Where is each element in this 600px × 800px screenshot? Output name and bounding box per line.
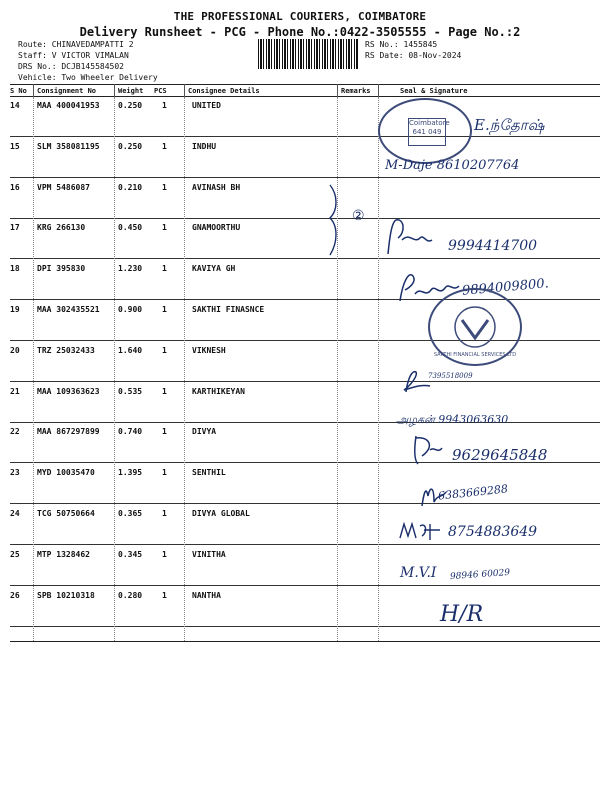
cell-pcs: 1 [162,387,167,396]
table-row [0,468,600,480]
cell-sno: 23 [10,468,20,477]
cell-consignee: NANTHA [192,591,221,600]
col-divider [114,84,115,97]
row-rule [10,381,600,382]
handwritten-phone-25: 98946 60029 [449,567,511,583]
cell-weight: 1.640 [118,346,143,355]
handwritten-phone-24: 8754883649 [448,524,538,540]
remark-circled-2: ② [352,208,365,224]
handwritten-phone-22: 9629645848 [452,446,548,464]
staff-label: Staff: V VICTOR VIMALAN [18,51,129,60]
signature-22 [408,432,448,468]
cell-consignment-no: TCG 50750664 [37,509,95,518]
cell-consignment-no: KRG 266130 [37,223,86,232]
barcode [258,39,358,69]
cell-sno: 21 [10,387,20,396]
row-rule [10,503,600,504]
column-rule [33,97,34,641]
cell-consignee: INDHU [192,142,217,151]
signature-24 [396,518,446,544]
col-header-consignee: Consignee Details [188,87,260,95]
handwritten-phone-17: 9994414700 [448,238,538,254]
cell-sno: 22 [10,427,20,436]
row-rule [10,544,600,545]
cell-pcs: 1 [162,468,167,477]
row-rule [10,585,600,586]
table-row [0,427,600,439]
cell-consignment-no: MYD 10035470 [37,468,95,477]
table-row [0,550,600,562]
cell-sno: 18 [10,264,20,273]
row-rule [10,177,600,178]
cell-consignee: VIKNESH [192,346,226,355]
table-top-rule [10,84,600,85]
cell-consignee: DIVYA [192,427,217,436]
cell-sno: 20 [10,346,20,355]
handwritten-phone-21: அழகன் 9943063630 [396,413,509,426]
cell-consignment-no: VPM 5486087 [37,183,90,192]
row-rule [10,626,600,627]
col-header-seal-signature: Seal & Signature [400,87,468,95]
cell-consignment-no: MAA 302435521 [37,305,100,314]
cell-pcs: 1 [162,101,167,110]
col-divider [378,84,379,97]
cell-consignee: KARTHIKEYAN [192,387,245,396]
col-header-weight: Weight [118,87,144,95]
table-header-rule [10,96,600,97]
cell-sno: 26 [10,591,20,600]
row-rule [10,258,600,259]
cell-consignment-no: SPB 10210318 [37,591,95,600]
stamp-pin: 641 049 [412,128,442,136]
cell-sno: 24 [10,509,20,518]
cell-consignee: AVINASH BH [192,183,241,192]
bracket-mark [318,180,348,260]
cell-consignment-no: DPI 395830 [37,264,86,273]
col-header-remarks: Remarks [341,87,371,95]
cell-weight: 1.230 [118,264,143,273]
column-rule [114,97,115,641]
table-row [0,509,600,521]
stamp-city: Coimbatore [409,119,450,127]
cell-weight: 0.365 [118,509,143,518]
cell-consignee: SENTHIL [192,468,226,477]
cell-pcs: 1 [162,305,167,314]
cell-weight: 0.740 [118,427,143,436]
seal-ring-text: SAKTHI FINANCIAL SERVICES LTD [433,352,517,358]
cell-weight: 0.210 [118,183,143,192]
cell-sno: 17 [10,223,20,232]
column-rule [337,97,338,641]
cell-pcs: 1 [162,346,167,355]
col-header-pcs: PCS [154,87,167,95]
cell-consignee: GNAMOORTHU [192,223,241,232]
cell-consignment-no: MAA 109363623 [37,387,100,396]
cell-consignment-no: MAA 400041953 [37,101,100,110]
row-rule [10,136,600,137]
cell-sno: 14 [10,101,20,110]
cell-consignment-no: MAA 867297899 [37,427,100,436]
table-row [0,142,600,154]
cell-weight: 0.250 [118,101,143,110]
runsheet-title: Delivery Runsheet - PCG - Phone No.:0422-3505555 - Page No.:2 [79,25,521,39]
route-label: Route: CHINAVEDAMPATTI 2 [18,40,134,49]
col-divider [184,84,185,97]
table-bottom-rule [10,641,600,642]
cell-pcs: 1 [162,264,167,273]
cell-weight: 0.450 [118,223,143,232]
row-rule [10,422,600,423]
cell-weight: 0.345 [118,550,143,559]
company-title: THE PROFESSIONAL COURIERS, COIMBATORE [173,10,427,23]
handwritten-phone-18: 9894009800. [461,276,550,299]
col-divider [33,84,34,97]
cell-pcs: 1 [162,591,167,600]
col-divider [337,84,338,97]
cell-sno: 16 [10,183,20,192]
cell-weight: 0.535 [118,387,143,396]
rs-number: RS No.: 1455845 [365,40,438,49]
table-row [0,387,600,399]
cell-pcs: 1 [162,142,167,151]
cell-consignment-no: MTP 1328462 [37,550,90,559]
cell-consignment-no: SLM 358081195 [37,142,100,151]
rs-date: RS Date: 08-Nov-2024 [365,51,462,60]
handwritten-name-14: E.ந்தோஷ் [474,116,545,134]
cell-pcs: 1 [162,223,167,232]
col-header-consignment: Consignment No [37,87,97,95]
cell-sno: 15 [10,142,20,151]
cell-consignee: SAKTHI FINASNCE [192,305,265,314]
cell-pcs: 1 [162,427,167,436]
cell-weight: 0.280 [118,591,143,600]
cell-pcs: 1 [162,509,167,518]
cell-consignee: KAVIYA GH [192,264,236,273]
cell-pcs: 1 [162,550,167,559]
cell-consignee: DIVYA GLOBAL [192,509,250,518]
handwritten-initials-25: M.V.I [400,565,437,581]
handwritten-phone-23: 6383669288 [437,482,509,503]
cell-weight: 0.250 [118,142,143,151]
column-rule [184,97,185,641]
drs-label: DRS No.: DCJB145584502 [18,62,124,71]
handwritten-phone-20: 7395518009 [428,372,473,380]
cell-consignee: VINITHA [192,550,226,559]
signature-20 [396,366,436,396]
cell-pcs: 1 [162,183,167,192]
cell-consignee: UNITED [192,101,221,110]
table-row [0,183,600,195]
company-seal-stamp [428,288,522,366]
column-rule [378,97,379,641]
row-rule [10,218,600,219]
cell-weight: 0.900 [118,305,143,314]
cell-sno: 25 [10,550,20,559]
cell-consignment-no: TRZ 25032433 [37,346,95,355]
handwritten-phone-15: M-Daje 8610207764 [385,158,520,173]
cell-weight: 1.395 [118,468,143,477]
signature-17 [380,214,450,259]
cell-sno: 19 [10,305,20,314]
post-office-stamp [378,98,472,164]
table-row [0,591,600,603]
table-row [0,223,600,235]
table-row [0,264,600,276]
col-header-sno: S No [10,87,27,95]
vehicle-label: Vehicle: Two Wheeler Delivery [18,73,158,82]
handwritten-hr-26: H/R [440,602,484,627]
table-row [0,101,600,113]
